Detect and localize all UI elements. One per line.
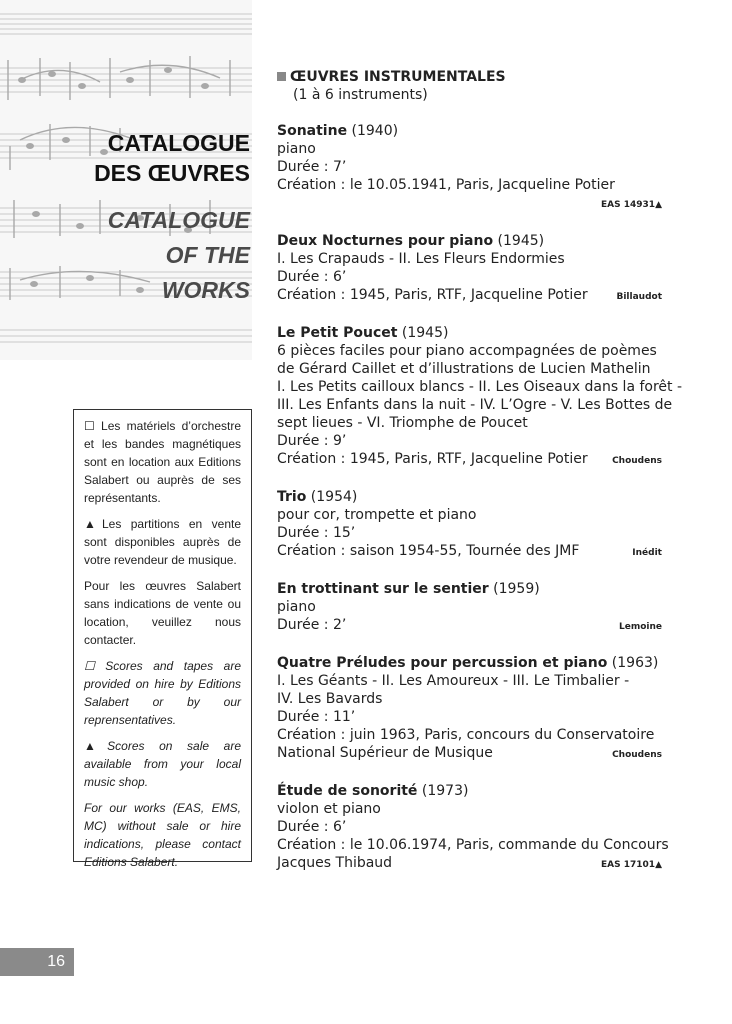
section-title: ŒUVRES INSTRUMENTALES [290,69,506,85]
work-heading [277,782,662,800]
work-year: (1940) [351,123,399,139]
work-entry [277,324,683,470]
publisher-label: Choudens [612,456,662,466]
work-year: (1954) [310,489,358,505]
work-heading [277,580,662,598]
work-detail: III. Les Enfants dans la nuit - IV. L’Ogre - V. Les Bottes de [277,397,673,413]
work-title: Trio [277,489,307,505]
work-detail: piano [277,599,316,615]
work-detail: de Gérard Caillet et d’illustrations de Lucien Mathelin [277,361,651,377]
publisher-label: EAS 17101▲ [601,860,662,870]
section-subtitle: (1 à 6 instruments) [293,87,428,103]
work-detail: Création : le 10.06.1974, Paris, commande du Concours [277,837,669,853]
work-heading [277,654,662,672]
work-title: Deux Nocturnes pour piano [277,233,494,249]
work-detail: Durée : 6’ [277,819,347,835]
work-detail: Création : juin 1963, Paris, concours du Conservatoire [277,727,655,743]
note-paragraph: ▲Les partitions en vente sont disponibles auprès de votre revendeur de musique. [84,517,241,567]
work-detail-row [277,450,662,470]
work-title: Quatre Préludes pour percussion et piano [277,655,608,671]
work-detail: 6 pièces faciles pour piano accompagnées de poèmes [277,343,657,359]
work-detail: Durée : 6’ [277,269,347,285]
work-detail: Durée : 11’ [277,709,356,725]
work-detail: Création : le 10.05.1941, Paris, Jacqueline Potier [277,177,615,193]
publisher-label: EAS 14931▲ [601,200,662,210]
works-list [277,122,683,874]
work-detail: Durée : 15’ [277,525,356,541]
work-heading [277,232,662,250]
work-detail: piano [277,141,316,157]
note-paragraph: ☐ Scores and tapes are provided on hire by Editions Salabert or by our reprensentatives. [84,659,241,727]
catalogue-content [277,68,683,892]
square-bullet-icon [277,72,286,81]
work-detail: Création : saison 1954-55, Tournée des JMF [277,543,580,559]
section-title-line [277,68,662,86]
work-detail: Création : 1945, Paris, RTF, Jacqueline Potier [277,451,588,467]
work-heading [277,488,662,506]
work-detail: I. Les Géants - II. Les Amoureux - III. Le Timbalier - [277,673,630,689]
note-paragraph: ▲Scores on sale are available from your local music shop. [84,739,241,789]
work-detail: violon et piano [277,801,381,817]
publisher-row [277,194,662,214]
work-detail: Durée : 2’ [277,617,347,633]
work-title: Sonatine [277,123,348,139]
note-paragraph: ☐ Les matériels d’orchestre et les bandes magnétiques sont en location aux Editions Salabert ou auprès de ses représentants. [84,419,241,505]
publisher-label: Inédit [632,548,662,558]
notes-box [73,409,252,869]
publisher-label: Lemoine [619,622,662,632]
publisher-label: Choudens [612,750,662,760]
work-heading [277,324,662,342]
work-detail: Durée : 9’ [277,433,347,449]
work-detail: National Supérieur de Musique [277,745,493,761]
section-header [277,68,662,104]
work-year: (1959) [493,581,540,597]
work-detail: Jacques Thibaud [277,855,393,871]
music-score-banner [0,0,252,360]
work-detail-row [277,744,662,764]
work-detail-row [277,542,662,562]
work-detail: pour cor, trompette et piano [277,507,477,523]
work-detail: IV. Les Bavards [277,691,383,707]
work-detail: sept lieues - VI. Triomphe de Poucet [277,415,528,431]
note-paragraph: Pour les œuvres Salabert sans indications de vente ou location, veuillez nous contacter. [84,579,241,647]
work-title: Étude de sonorité [277,783,418,799]
work-year: (1963) [611,655,659,671]
work-year: (1945) [401,325,449,341]
work-entry [277,232,662,306]
note-paragraph: For our works (EAS, EMS, MC) without sale or hire indications, please contact Editions Salabert. [84,801,241,869]
work-detail-row [277,286,662,306]
page-number: 16 [0,948,74,976]
title-french: CATALOGUE DES ŒUVRES [94,130,250,186]
work-entry [277,488,662,562]
work-year: (1945) [497,233,545,249]
work-detail: I. Les Petits cailloux blancs - II. Les Oiseaux dans la forêt - [277,379,683,395]
work-detail: Création : 1945, Paris, RTF, Jacqueline Potier [277,287,588,303]
work-entry [277,580,662,636]
work-year: (1973) [421,783,469,799]
work-entry [277,654,662,764]
work-entry [277,122,662,214]
work-heading [277,122,662,140]
work-entry [277,782,669,874]
publisher-label: Billaudot [616,292,662,302]
catalogue-titles [0,128,252,308]
work-detail-row [277,616,662,636]
work-title: Le Petit Poucet [277,325,398,341]
work-detail: Durée : 7’ [277,159,347,175]
work-detail: I. Les Crapauds - II. Les Fleurs Endormies [277,251,565,267]
work-detail-row [277,854,662,874]
work-title: En trottinant sur le sentier [277,581,489,597]
title-english: CATALOGUE OF THE WORKS [107,207,250,303]
